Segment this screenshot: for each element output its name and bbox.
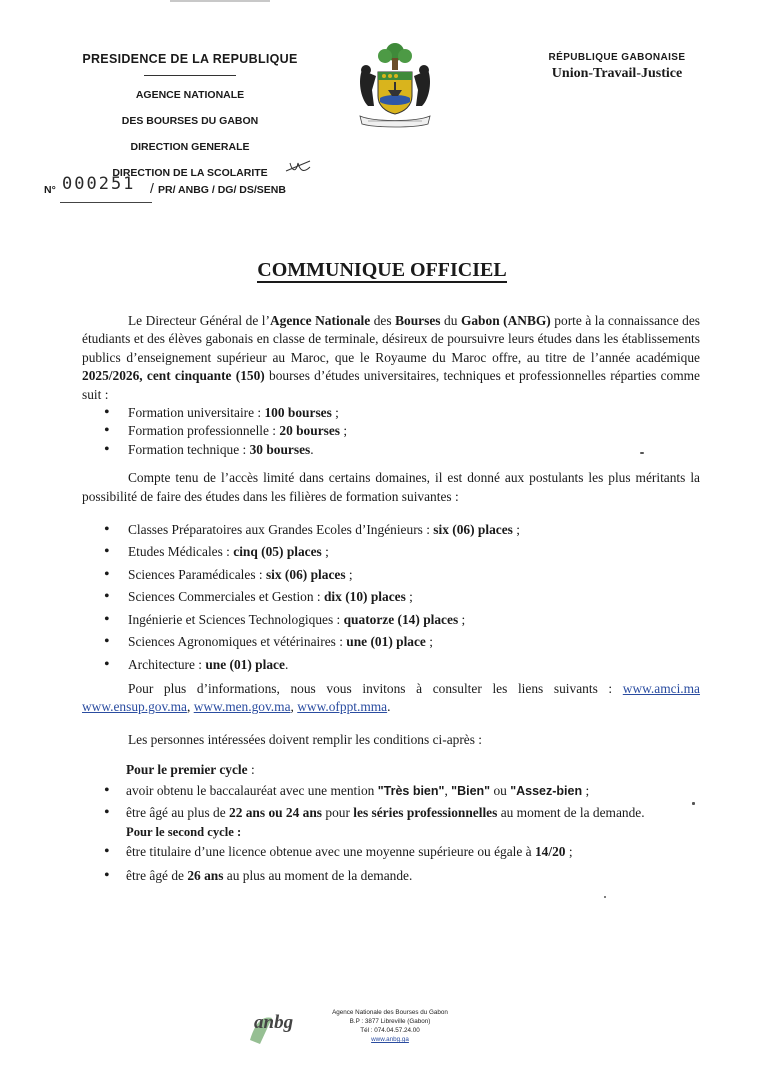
intro-paragraph	[82, 312, 700, 404]
fields-list	[82, 519, 700, 676]
list-item-value: une (01) place	[205, 656, 285, 672]
condition-text: au moment de la demande.	[497, 804, 645, 820]
list-item-label: Sciences Agronomiques et vétérinaires :	[128, 634, 347, 650]
issuer-block	[60, 52, 320, 186]
list-item-label: Sciences Commerciales et Gestion :	[128, 589, 324, 605]
list-item-value: 20 bourses	[279, 423, 341, 439]
anbg-logo-text: anbg	[254, 1012, 294, 1033]
intro-year-count: 2025/2026, cent cinquante (150)	[82, 368, 265, 384]
second-cycle-heading: Pour le second cycle :	[126, 824, 242, 839]
list-item-value: dix (10) places	[323, 589, 406, 605]
first-cycle-heading	[82, 761, 700, 779]
document-body	[82, 312, 700, 888]
list-item	[82, 404, 700, 422]
reference-prefix: N°	[44, 184, 56, 196]
scholarship-distribution-list	[82, 404, 700, 459]
conditions-intro: Les personnes intéressées doivent remplir les conditions ci-après :	[128, 731, 483, 747]
list-item-end: ;	[321, 544, 329, 560]
country-label: RÉPUBLIQUE GABONAISE	[548, 52, 686, 63]
issuer-divider	[144, 75, 236, 76]
document-title	[0, 259, 764, 282]
scan-mark	[170, 0, 270, 2]
list-item-end: .	[310, 441, 314, 457]
footer-agency: Agence Nationale des Bourses du Gabon	[332, 1009, 448, 1016]
reference-slash: /	[150, 180, 154, 196]
info-end: .	[387, 699, 391, 715]
list-item	[82, 631, 700, 653]
list-item-label: Etudes Médicales :	[128, 544, 234, 560]
list-item	[82, 654, 700, 676]
condition-text: ;	[582, 782, 590, 798]
condition-text: ou	[490, 782, 511, 798]
age-limit: 22 ans ou 24 ans	[229, 804, 323, 820]
condition-text: être titulaire d’une licence obtenue avec une moyenne supérieure ou égale à	[126, 843, 535, 859]
list-item-end: ;	[458, 611, 466, 627]
list-item-end: ;	[405, 589, 413, 605]
reference-handwritten-number: 000251	[62, 174, 136, 194]
link-ofppt[interactable]: www.ofppt.mma	[297, 699, 388, 715]
list-item-value: six (06) places	[265, 566, 346, 582]
list-item-value: quatorze (14) places	[343, 611, 459, 627]
list-item-end: .	[284, 656, 289, 672]
list-item-label: Ingénierie et Sciences Technologiques :	[128, 611, 344, 627]
list-item-end: ;	[345, 566, 353, 582]
coat-of-arms-icon	[354, 40, 436, 130]
list-item	[82, 609, 700, 631]
agency-label: AGENCE NATIONALE	[135, 89, 245, 101]
first-cycle-colon: :	[247, 762, 255, 778]
info-separator: ,	[290, 699, 298, 715]
list-item	[82, 422, 700, 440]
mention-bien: "Bien"	[451, 783, 491, 798]
first-cycle-label: Pour le premier cycle	[126, 762, 248, 778]
footer-phone: Tél : 074.04.57.24.00	[360, 1027, 420, 1034]
condition-text: ,	[444, 782, 452, 798]
second-cycle-conditions	[82, 840, 700, 888]
limited-access-paragraph: Compte tenu de l’accès limité dans certains domaines, il est donné aux postulants les plus méritants la possibilité de faire des études dans les filières de formation suivantes :	[82, 470, 700, 504]
list-item	[82, 802, 700, 824]
list-item-end: ;	[340, 423, 348, 439]
condition-text: être âgé de	[126, 867, 188, 883]
direction-label: DIRECTION GENERALE	[130, 141, 250, 153]
reference-underline	[60, 202, 152, 203]
first-cycle-conditions	[82, 780, 700, 824]
intro-text-1: Le Directeur Général de l’	[128, 313, 270, 328]
handwritten-initials-icon	[284, 157, 314, 177]
link-men[interactable]: www.men.gov.ma	[193, 699, 291, 715]
intro-bourses-word: Bourses	[395, 313, 441, 328]
national-motto: Union-Travail-Justice	[551, 66, 683, 81]
minimum-grade: 14/20	[534, 843, 566, 859]
list-item	[82, 541, 700, 563]
list-item	[82, 586, 700, 608]
country-block	[532, 52, 702, 82]
footer-po-box: B.P : 3877 Libreville (Gabon)	[349, 1018, 431, 1025]
professional-series: les séries professionnelles	[353, 804, 498, 820]
condition-text: pour	[322, 804, 354, 820]
condition-text: au plus au moment de la demande.	[223, 867, 413, 883]
mention-tres-bien: "Très bien"	[377, 783, 445, 798]
list-item-label: Formation technique :	[128, 441, 250, 457]
list-item-end: ;	[331, 405, 339, 421]
list-item	[82, 441, 700, 459]
arms-shield-icon	[378, 72, 412, 114]
intro-text-3: du	[440, 313, 461, 328]
scan-speck	[640, 452, 644, 454]
list-item	[82, 519, 700, 541]
footer-website-link[interactable]: www.anbg.ga	[371, 1036, 409, 1043]
mention-assez-bien: "Assez-bien	[510, 783, 583, 798]
list-item-value: 100 bourses	[264, 405, 332, 421]
age-limit: 26 ans	[187, 867, 224, 883]
footer	[246, 1006, 486, 1056]
list-item	[82, 864, 700, 888]
info-text: Pour plus d’informations, nous vous invitons à consulter les liens suivants :	[128, 680, 623, 696]
list-item	[82, 780, 700, 802]
list-item-label: Formation universitaire :	[128, 405, 265, 421]
document-title-text: COMMUNIQUE OFFICIEL	[257, 259, 507, 281]
scan-speck	[692, 802, 695, 805]
list-item-label: Formation professionnelle :	[128, 423, 280, 439]
arms-panther-left-icon	[360, 65, 376, 106]
list-item-value: cinq (05) places	[233, 544, 322, 560]
intro-agency-name: Agence Nationale	[269, 313, 371, 328]
list-item-label: Architecture :	[128, 656, 206, 672]
list-item	[82, 840, 700, 864]
reference-suffix: PR/ ANBG / DG/ DS/SENB	[158, 184, 286, 196]
list-item	[82, 564, 700, 586]
info-paragraph	[82, 680, 700, 717]
condition-text: ;	[565, 843, 573, 859]
condition-text: être âgé au plus de	[126, 804, 229, 820]
agency-label-2: DES BOURSES DU GABON	[121, 115, 259, 127]
arms-ribbon-icon	[360, 116, 430, 127]
intro-gabon-anbg: Gabon (ANBG)	[460, 313, 551, 328]
list-item-end: ;	[512, 522, 520, 538]
intro-text-4: porte à la connaissance des étudiants et des élèves gabonais en classe de terminale, désireux de poursuivre leurs études dans les établissements publics d’enseignement supérieur au Maroc, que le Royaume du Maroc offre, au titre de l’année académique	[82, 313, 701, 365]
arms-panther-right-icon	[414, 65, 430, 106]
intro-text-2: des	[370, 313, 396, 328]
info-separator: ,	[187, 699, 194, 715]
list-item-value: six (06) places	[433, 522, 513, 538]
footer-address	[310, 1008, 470, 1044]
arms-tree-icon	[378, 43, 412, 70]
link-ensup[interactable]: www.ensup.gov.ma	[82, 699, 187, 715]
reference-number	[44, 176, 364, 206]
link-amci[interactable]: www.amci.ma	[622, 680, 700, 696]
list-item-label: Classes Préparatoires aux Grandes Ecoles d’Ingénieurs :	[128, 522, 434, 538]
list-item-end: ;	[425, 634, 433, 650]
presidency-label: PRESIDENCE DE LA REPUBLIQUE	[82, 52, 298, 66]
list-item-value: 30 bourses	[249, 441, 311, 457]
scan-speck	[604, 896, 606, 898]
list-item-value: une (01) place	[346, 634, 426, 650]
condition-text: avoir obtenu le baccalauréat avec une mention	[126, 782, 378, 798]
department-label: DIRECTION DE LA SCOLARITE	[112, 167, 268, 179]
list-item-label: Sciences Paramédicales :	[128, 566, 266, 582]
intro-text-5: bourses d’études universitaires, techniques et professionnelles réparties comme suit :	[82, 368, 700, 402]
